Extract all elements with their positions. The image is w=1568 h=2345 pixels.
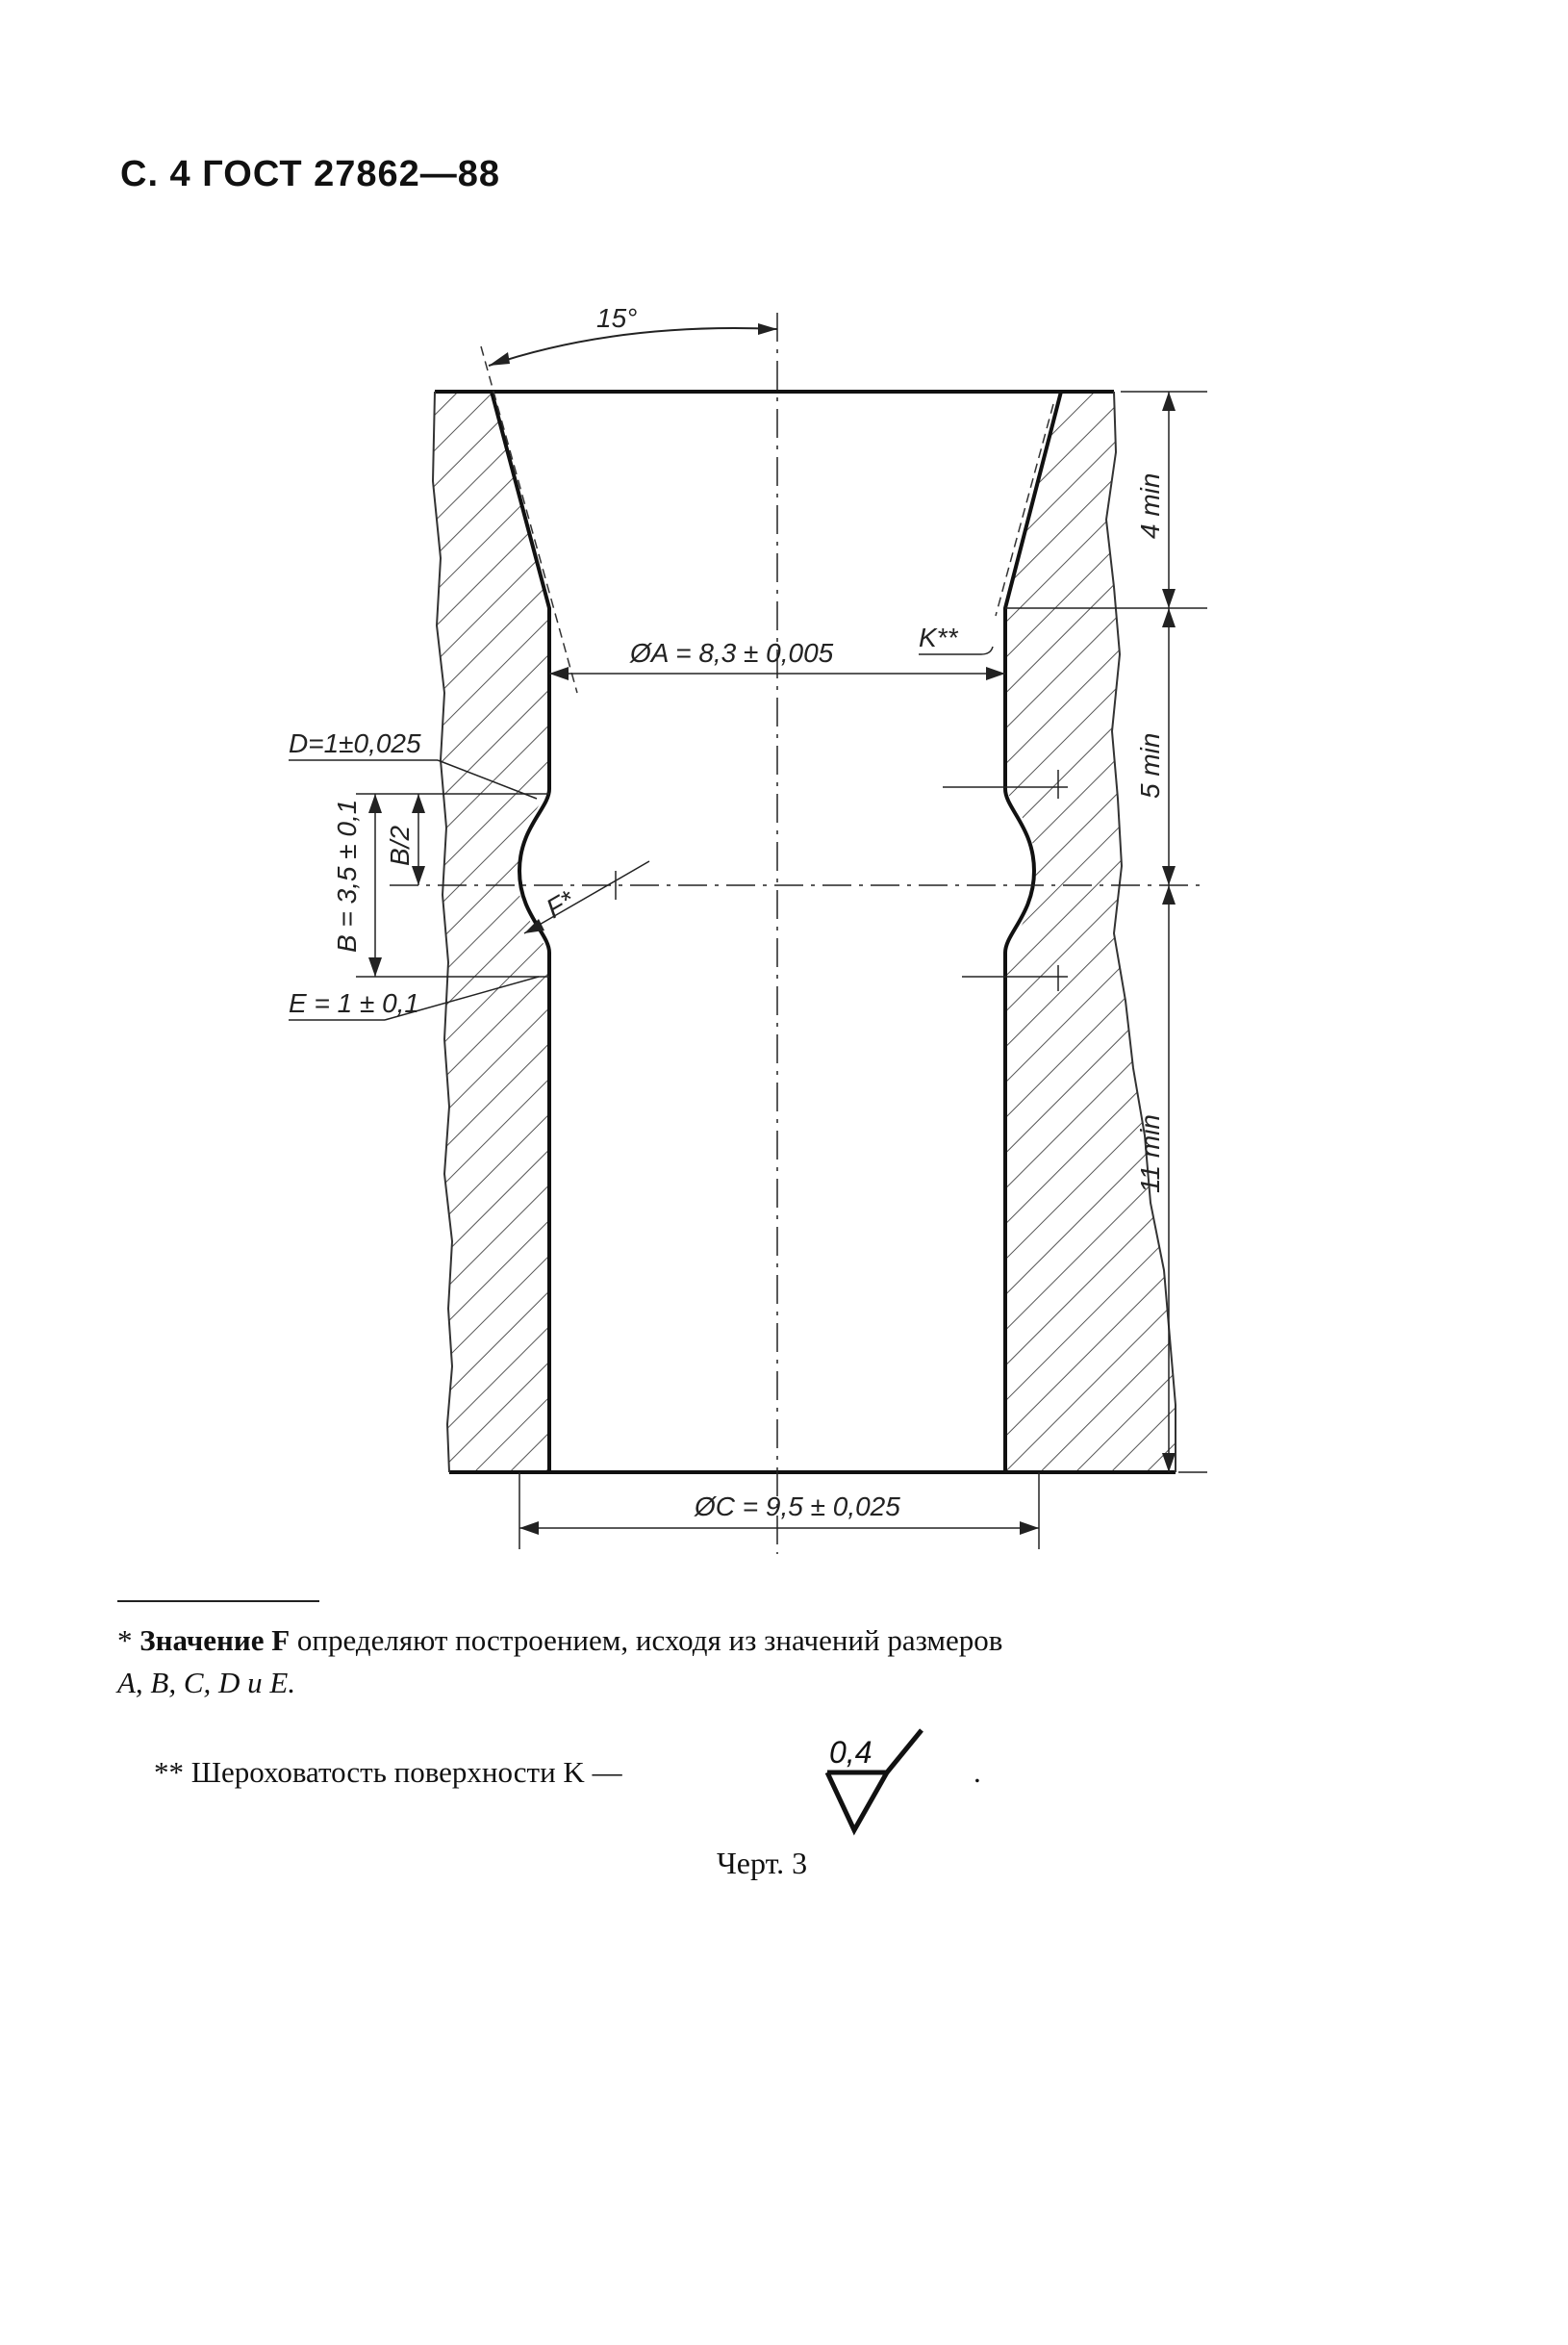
- footnote-2: [154, 1751, 622, 1794]
- roughness-value: 0,4: [829, 1735, 873, 1770]
- dia-a-label: ØA = 8,3 ± 0,005: [630, 638, 834, 668]
- len-11-label: 11 min: [1135, 1114, 1165, 1193]
- dim-arrow: [549, 667, 569, 680]
- footnote-1-star: *: [117, 1623, 133, 1657]
- d-label: D=1±0,025: [289, 728, 421, 758]
- dim-arrow: [519, 1521, 539, 1535]
- len-5-label: 5 min: [1135, 732, 1165, 799]
- k-label: K**: [919, 623, 958, 652]
- footnote-rule: [117, 1600, 319, 1602]
- len-4-label: 4 min: [1135, 472, 1165, 539]
- dim-arrow: [986, 667, 1005, 680]
- f-label: F*: [541, 884, 580, 925]
- dim-arrow: [1162, 589, 1176, 608]
- dim-arrow: [1162, 866, 1176, 885]
- roughness-triangle-icon: [827, 1772, 887, 1830]
- angle-arrow-right: [758, 323, 777, 335]
- footnote-1-line2: A, B, C, D и E.: [117, 1666, 296, 1699]
- right-wall-section: [1005, 392, 1176, 1472]
- dim-arrow: [368, 957, 382, 977]
- footnote-2-text: Шероховатость поверхности K —: [190, 1755, 622, 1789]
- b-half-label: B/2: [385, 825, 415, 866]
- dim-arrow: [412, 794, 425, 813]
- dim-arrow: [368, 794, 382, 813]
- page-header: С. 4 ГОСТ 27862—88: [120, 154, 501, 194]
- dim-arrow: [1162, 885, 1176, 905]
- footnote-1: [117, 1619, 1464, 1704]
- footnote-1-bold: Значение F: [139, 1623, 291, 1657]
- footnote-2-star: **: [154, 1755, 184, 1789]
- figure-caption: Черт. 3: [717, 1846, 808, 1880]
- footnote-2-end: .: [974, 1755, 981, 1789]
- footnote-1-text: определяют построением, исходя из значений размеров: [290, 1623, 1003, 1657]
- roughness-symbol: [818, 1722, 1010, 1838]
- dim-arrow: [412, 866, 425, 885]
- b-label: B = 3,5 ± 0,1: [332, 799, 362, 953]
- angle-arc: [489, 328, 777, 366]
- angle-label: 15°: [596, 303, 638, 333]
- dim-arrow: [1162, 608, 1176, 627]
- dim-arrow: [1020, 1521, 1039, 1535]
- angle-arrow: [489, 352, 510, 366]
- e-label: E = 1 ± 0,1: [289, 988, 420, 1018]
- dia-c-label: ØC = 9,5 ± 0,025: [695, 1491, 900, 1521]
- dim-arrow: [1162, 392, 1176, 411]
- roughness-stroke: [887, 1730, 922, 1772]
